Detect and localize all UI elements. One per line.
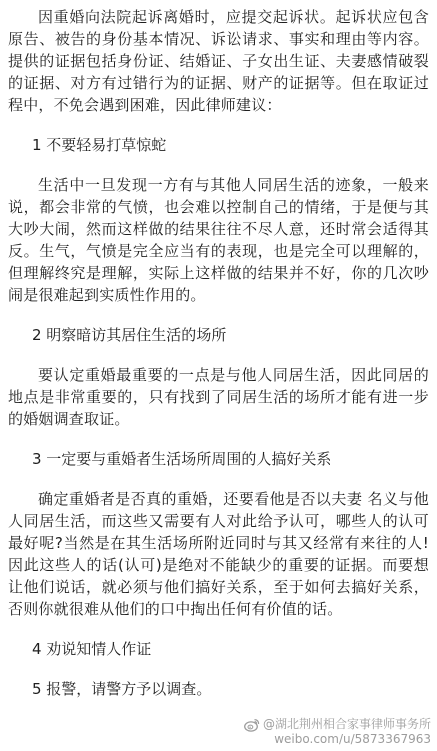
section-paragraph-2: 要认定重婚最重要的一点是与他人同居生活，因此同居的地点是非常重要的，只有找到了同居生活的场所才能有进一步的婚姻调查取证。: [8, 366, 429, 428]
weibo-logo-icon: [244, 718, 260, 732]
weibo-watermark: [244, 717, 431, 747]
section-heading-3: 3 一定要与重婚者生活场所周围的人搞好关系: [32, 450, 332, 468]
section-heading-1: 1 不要轻易打草惊蛇: [32, 136, 167, 154]
section-heading-2: 2 明察暗访其居住生活的场所: [32, 326, 227, 344]
section-heading-5: 5 报警，请警方予以调查。: [32, 680, 212, 698]
intro-paragraph: 因重婚向法院起诉离婚时，应提交起诉状。起诉状应包含原告、被告的身份基本情况、诉讼请求、事实和理由等内容。提供的证据包括身份证、结婚证、子女出生证、夫妻感情破裂的证据、对方有过错行为的证据、财产的证据等。但在取证过程中，不免会遇到困难，因此律师建议：: [8, 8, 429, 114]
watermark-handle: @湖北荆州相合家事律师事务所: [262, 717, 431, 731]
section-paragraph-1: 生活中一旦发现一方有与其他人同居生活的迹象，一般来说，都会非常的气愤，也会难以控制自己的情绪，于是便与其大吵大闹，然而这样做的结果往往不尽人意，还时常会适得其反。生气，气愤是完全应当有的表现，也是完全可以理解的，但理解终究是理解，实际上这样做的结果并不好，你的几次吵闹是很难起到实质性作用的。: [8, 176, 429, 304]
watermark-url: weibo.com/u/5873367963: [274, 732, 431, 746]
section-heading-4: 4 劝说知情人作证: [32, 640, 152, 658]
section-paragraph-3: 确定重婚者是否真的重婚，还要看他是否以夫妻 名义与他人同居生活，而这些又需要有人对此给予认可，哪些人的认可最好呢?当然是在其生活场所附近同时与其又经常有来往的人!因此这些人的话(认可)是绝对不能缺少的重要的证据。而要想让他们说话，就必须与他们搞好关系，至于如何去搞好关系，否则你就很难从他们的口中掏出任何有价值的话。: [8, 490, 429, 618]
